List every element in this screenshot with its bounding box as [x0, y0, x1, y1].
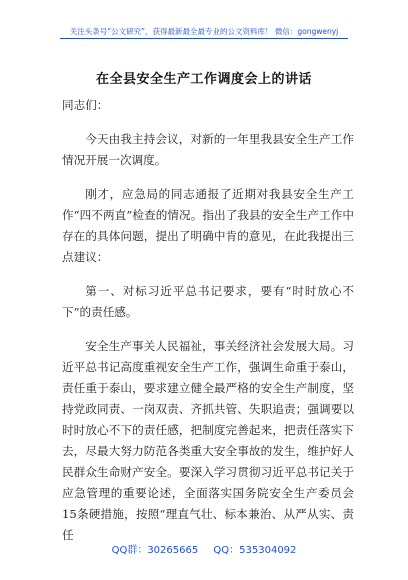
document-body: [62, 95, 354, 559]
paragraph: 第一、对标习近平总书记要求，要有“时时放心不下”的责任感。: [62, 284, 354, 319]
paragraph: 刚才，应急局的同志通报了近期对我县安全生产工作“四不两直”检查的情况。指出了我县的安全生产工作中存在的具体问题，提出了明确中肯的意见，在此我提出三点建议：: [62, 187, 354, 264]
footer-contact: [0, 541, 408, 556]
header-divider: [60, 38, 348, 39]
header-banner: 关注头条号“公文研究”，获得最新最全最专业的公文资料库！ 微信：gongwenyj: [69, 27, 339, 36]
qq-group-number: QQ群：30265665: [111, 545, 199, 556]
paragraph: 今天由我主持会议，对新的一年里我县安全生产工作情况开展一次调度。: [62, 132, 354, 167]
document-title: 在全县安全生产工作调度会上的讲话: [95, 72, 312, 87]
paragraph: 安全生产事关人民福祉，事关经济社会发展大局。习近平总书记高度重视安全生产工作，强调生命重于泰山，责任重于泰山，要求建立健全最严格的安全生产制度，坚持党政同责、一岗双责、齐抓共管、失职追责；强调要以时时放心不下的责任感，把制度完善起来，把责任落实下去，尽最大努力防范各类重大安全事故的发生，维护好人民群众生命财产安全。要深入学习贯彻习近平总书记关于应急管理的重要论述，全面落实国务院安全生产委员会15条硬措施，按照“理直气壮、标本兼治、从严从实、责任: [62, 339, 354, 542]
qq-number: QQ：535304092: [213, 545, 297, 556]
salutation: 同志们：: [62, 98, 109, 112]
